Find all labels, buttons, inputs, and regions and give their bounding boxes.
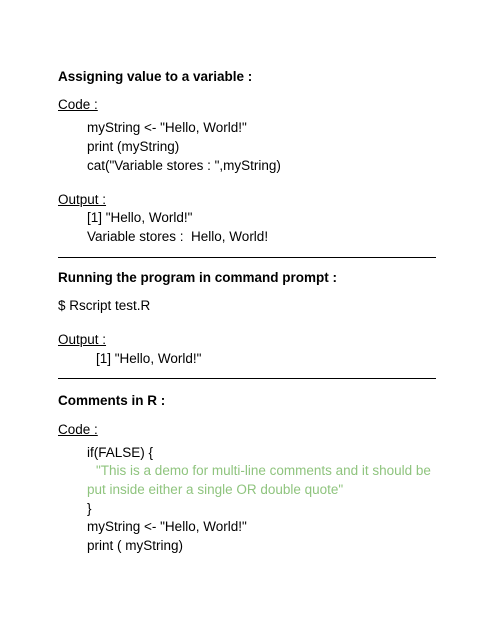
code-label: Code : bbox=[58, 97, 98, 112]
code-line: myString <- "Hello, World!" bbox=[87, 519, 247, 534]
output-line: [1] "Hello, World!" bbox=[87, 210, 193, 225]
comment-line: put inside either a single OR double quote" bbox=[87, 482, 344, 497]
section-heading-command-prompt: Running the program in command prompt : bbox=[58, 270, 337, 285]
output-line: Variable stores : Hello, World! bbox=[87, 229, 269, 244]
code-line: print (myString) bbox=[87, 139, 180, 154]
section-heading-comments: Comments in R : bbox=[58, 393, 166, 408]
code-label: Code : bbox=[58, 422, 98, 437]
section-divider bbox=[58, 257, 436, 258]
section-divider bbox=[58, 378, 436, 379]
code-line: print ( myString) bbox=[87, 538, 184, 553]
code-line: cat("Variable stores : ",myString) bbox=[87, 158, 281, 173]
section-heading-assigning: Assigning value to a variable : bbox=[58, 69, 253, 84]
code-line: myString <- "Hello, World!" bbox=[87, 120, 247, 135]
output-label: Output : bbox=[58, 192, 107, 207]
command-line: $ Rscript test.R bbox=[58, 298, 151, 313]
code-line: } bbox=[87, 501, 92, 516]
code-line: if(FALSE) { bbox=[87, 445, 154, 460]
output-label: Output : bbox=[58, 332, 107, 347]
comment-line: "This is a demo for multi-line comments and it should be bbox=[96, 463, 431, 478]
output-line: [1] "Hello, World!" bbox=[96, 351, 202, 366]
